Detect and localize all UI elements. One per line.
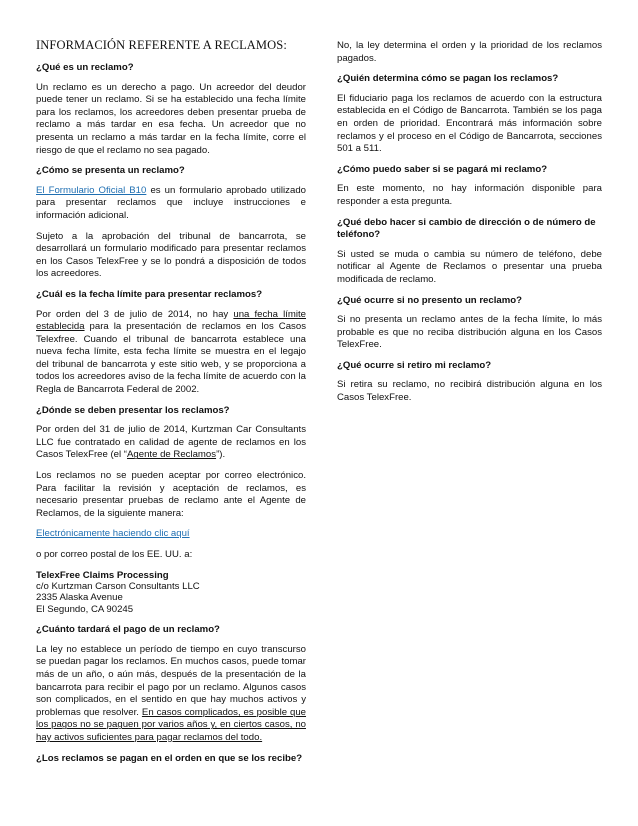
- answer-modified-form: Sujeto a la aprobación del tribunal de bancarrota, se desarrollará un formulario modificado para presentar reclamos en los Casos TelexFree y se lo pondrá a disposición de todos los acreedores.: [36, 230, 306, 280]
- claims-agent-link[interactable]: Agente de Reclamos: [127, 449, 217, 461]
- address-line-1: c/o Kurtzman Carson Consultants LLC: [36, 581, 200, 592]
- answer-withdraw-claim: Si retira su reclamo, no recibirá distribución alguna en los Casos TelexFree.: [337, 379, 602, 404]
- question-payment-time: ¿Cuánto tardará el pago de un reclamo?: [36, 624, 220, 636]
- answer-payment-time: [36, 644, 306, 745]
- question-deadline: ¿Cuál es la fecha límite para presentar reclamos?: [36, 288, 263, 300]
- deadline-link[interactable]: una fecha límite establecida: [36, 308, 306, 333]
- mail-instructions: o por correo postal de los EE. UU. a:: [36, 549, 193, 560]
- answer-deadline-post: para la presentación de reclamos en los Casos Telexfree. Cuando el tribunal de bancarrota establece una nueva fecha límite, esta fecha límite se muestra en el legajo del tribunal de bancarrota y este sitio web, y se proporciona a todos los acreedores aviso de la fecha límite de acuerdo con la Regla de Bancarrota Federal de 2002.: [36, 321, 306, 396]
- question-who-determines: ¿Quién determina cómo se pagan los reclamos?: [337, 73, 559, 85]
- question-order-paid: ¿Los reclamos se pagan en el orden en que se los recibe?: [36, 752, 303, 764]
- answer-change-address: Si usted se muda o cambia su número de teléfono, debe notificar al Agente de Reclamos o presentar una prueba modificada de reclamo.: [337, 248, 602, 285]
- answer-deadline: [36, 309, 306, 397]
- question-where-to-file: ¿Dónde se deben presentar los reclamos?: [36, 404, 230, 416]
- answer-deadline-pre: Por orden del 3 de julio de 2014, no hay: [36, 308, 234, 320]
- answer-will-it-be-paid: En este momento, no hay información disponible para responder a esta pregunta.: [337, 183, 602, 207]
- document-title: INFORMACIÓN REFERENTE A RECLAMOS:: [36, 38, 287, 52]
- answer-where-pre: Por orden del 31 de julio de 2014, Kurtzman Car Consultants LLC fue contratado en calidad de agente de reclamos en los Casos TelexFree (el “: [36, 424, 306, 461]
- right-column: [337, 40, 602, 413]
- question-how-to-file: ¿Cómo se presenta un reclamo?: [36, 165, 185, 177]
- left-column: [36, 38, 306, 772]
- electronic-filing-link[interactable]: Electrónicamente haciendo clic aquí: [36, 528, 190, 540]
- electronic-filing-paragraph: [36, 528, 306, 541]
- answer-order-paid: No, la ley determina el orden y la prioridad de los reclamos pagados.: [337, 40, 602, 64]
- answer-where-post: ”).: [216, 449, 226, 461]
- mailing-address: [36, 570, 306, 616]
- answer-how-to-file: [36, 185, 306, 223]
- address-line-2: 2335 Alaska Avenue: [36, 592, 123, 604]
- answer-what-is-claim: Un reclamo es un derecho a pago. Un acreedor del deudor puede tener un reclamo. Si se ha establecido una fecha límite para los reclamos, los acreedores deben presentar prueba de reclamo a más tardar en esa fecha. Un acreedor que no presenta un reclamo a más tardar en la fecha límite, corre el riesgo de que el reclamo no sea pagado.: [36, 81, 306, 156]
- question-withdraw-claim: ¿Qué ocurre si retiro mi reclamo?: [337, 359, 492, 371]
- answer-where-to-file: [36, 424, 306, 462]
- question-no-claim: ¿Qué ocurre si no presento un reclamo?: [337, 294, 522, 306]
- question-change-address: ¿Qué debo hacer si cambio de dirección o de número de teléfono?: [337, 216, 596, 241]
- answer-how-to-file-text: es un formulario aprobado utilizado para presentar reclamos que incluye instrucciones e información adicional.: [36, 184, 306, 221]
- question-will-it-be-paid: ¿Cómo puedo saber si se pagará mi reclamo?: [337, 163, 548, 175]
- address-line-3: El Segundo, CA 90245: [36, 603, 134, 615]
- address-name: TelexFree Claims Processing: [36, 569, 169, 581]
- complicated-cases-link[interactable]: En casos complicados, es posible que los pagos no se paguen por varios años y, en ciertos casos, no hay activos suficientes para pagar reclamos del todo.: [36, 706, 307, 743]
- answer-no-claim: Si no presenta un reclamo antes de la fecha límite, lo más probable es que no reciba distribución alguna en los Casos TelexFree.: [337, 314, 602, 351]
- official-form-b10-link[interactable]: El Formulario Oficial B10: [36, 184, 147, 196]
- answer-payment-pre: La ley no establece un período de tiempo en cuyo transcurso se puedan pagar los reclamos. En muchos casos, puede tomar más de un año, o aún más, después de la presentación de la bancarrota para recibir el pago por un reclamo. Algunos casos son complicados, en el sentido en que hay muchos activos y problemas que resolver.: [36, 643, 306, 718]
- answer-no-email: Los reclamos no se pueden aceptar por correo electrónico. Para facilitar la revisión y aceptación de reclamos, es necesario presentar pruebas de reclamo ante el Agente de Reclamos, de la siguiente manera:: [36, 470, 306, 519]
- answer-who-determines: El fiduciario paga los reclamos de acuerdo con la estructura establecida en el Código de Bancarrota. También se los paga en orden de prioridad. Encontrará más información sobre reclamos y el proceso en el Código de Bancarrota, secciones 501 a 511.: [337, 92, 602, 155]
- question-what-is-claim: ¿Qué es un reclamo?: [36, 62, 134, 73]
